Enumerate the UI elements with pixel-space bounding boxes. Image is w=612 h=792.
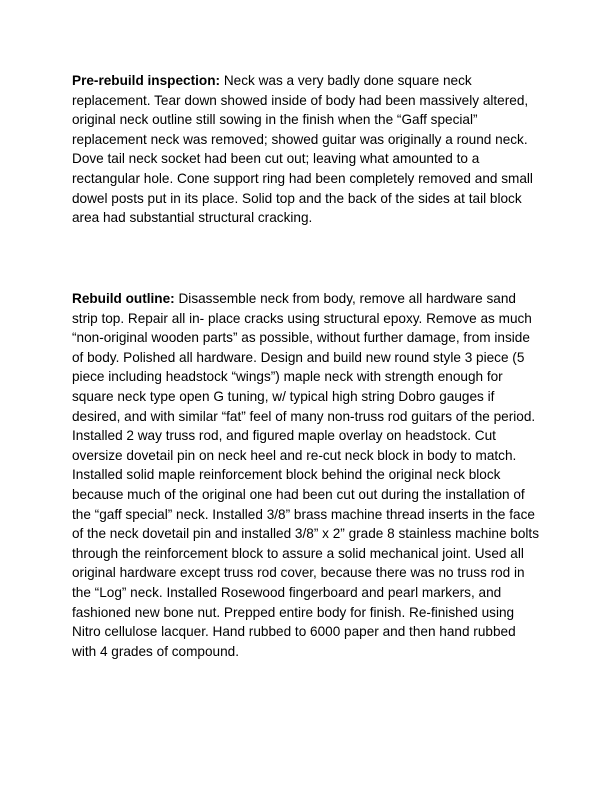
pre-rebuild-inspection-heading: Pre-rebuild inspection: [72, 73, 221, 88]
rebuild-outline-paragraph [72, 289, 542, 661]
pre-rebuild-inspection-body: Neck was a very badly done square neck replacement. Tear down showed inside of body had been massively altered, original neck outline still sowing in the finish when the “Gaff special” replacement neck was removed; showed guitar was originally a round neck. Dove tail neck socket had been cut out; leaving what amounted to a rectangular hole. Cone support ring had been completely removed and small dowel posts put in its place. Solid top and the back of the sides at tail block area had substantial structural cracking. [72, 73, 533, 226]
pre-rebuild-inspection-paragraph [72, 71, 542, 228]
rebuild-outline-heading: Rebuild outline: [72, 291, 175, 306]
rebuild-outline-body: Disassemble neck from body, remove all hardware sand strip top. Repair all in- place cracks using structural epoxy. Remove as much “non-original wooden parts” as possible, without further damage, from inside of body. Polished all hardware. Design and build new round style 3 piece (5 piece including headstock “wings”) maple neck with strength enough for square neck type open G tuning, w/ typical high string Dobro gauges if desired, and with similar “fat” feel of many non-truss rod guitars of the period. Installed 2 way truss rod, and figured maple overlay on headstock. Cut oversize dovetail pin on neck heel and re-cut neck block in body to match. Installed solid maple reinforcement block behind the original neck block because much of the original one had been cut out during the installation of the “gaff special” neck. Installed 3/8” brass machine thread inserts in the face of the neck dovetail pin and installed 3/8” x 2” grade 8 stainless machine bolts through the reinforcement block to assure a solid mechanical joint. Used all original hardware except truss rod cover, because there was no truss rod in the “Log” neck. Installed Rosewood fingerboard and pearl markers, and fashioned new bone nut. Prepped entire body for finish. Re-finished using Nitro cellulose lacquer. Hand rubbed to 6000 paper and then hand rubbed with 4 grades of compound. [72, 291, 539, 659]
